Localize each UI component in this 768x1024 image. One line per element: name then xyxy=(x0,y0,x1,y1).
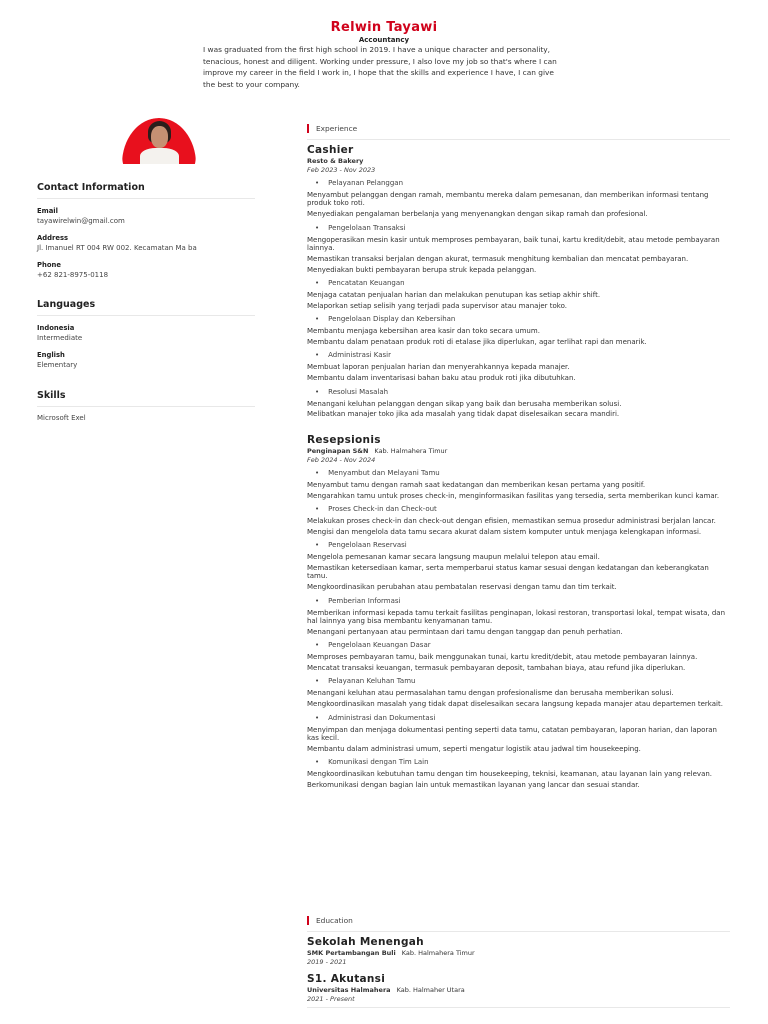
duty-description: Menangani keluhan pelanggan dengan sikap yang baik dan berusaha memberikan solusi. xyxy=(307,399,622,408)
duty-bullet: • Pelayanan Pelanggan xyxy=(315,179,730,188)
duty-description: Menangani keluhan atau permasalahan tamu dengan profesionalisme dan berusaha memberikan solusi. xyxy=(307,689,674,698)
candidate-name: Relwin Tayawi xyxy=(330,20,438,35)
education-section xyxy=(307,916,730,1008)
duty-description: Memproses pembayaran tamu, baik menggunakan tunai, kartu kredit/debit, atau metode pembayaran lainnya. xyxy=(307,653,698,662)
accent-bar xyxy=(307,124,309,133)
job-date: Feb 2024 - Nov 2024 xyxy=(307,455,376,464)
skill-item: Microsoft Exel xyxy=(37,414,86,422)
duty-bullet: • Administrasi Kasir xyxy=(315,351,730,360)
job-entry xyxy=(307,434,730,790)
accent-bar xyxy=(307,916,309,925)
language-name: Indonesia xyxy=(37,324,75,332)
divider xyxy=(307,1007,730,1008)
duty-description: Mengkoordinasikan masalah yang tidak dapat diselesaikan secara langsung kepada manajer atau departemen terkait. xyxy=(307,700,723,709)
job-company-line xyxy=(307,447,730,455)
duty-description: Mengelola pemesanan kamar secara langsung maupun melalui telepon atau email. xyxy=(307,553,600,562)
experience-heading xyxy=(307,124,730,140)
education-school-line xyxy=(307,986,730,994)
sidebar xyxy=(37,118,255,423)
contact-title: Contact Information xyxy=(37,182,255,199)
duty-bullet: • Resolusi Masalah xyxy=(315,388,730,397)
skills-title: Skills xyxy=(37,390,255,407)
duty-bullet: • Pengelolaan Transaksi xyxy=(315,224,730,233)
duty-description: Memberikan informasi kepada tamu terkait fasilitas penginapan, lokasi restoran, transportasi lokal, tempat wisata, dan hal lainnya yang bisa membantu kenyamanan tamu. xyxy=(307,608,726,626)
language-level: Intermediate xyxy=(37,334,83,342)
job-location: Kab. Halmahera Timur xyxy=(374,446,448,455)
job-title: Cashier xyxy=(307,144,354,156)
duty-description: Mengkoordinasikan kebutuhan tamu dengan tim housekeeping, teknisi, keamanan, atau layanan lain yang relevan. xyxy=(307,770,713,779)
languages-section xyxy=(37,299,255,370)
language-level: Elementary xyxy=(37,361,78,369)
language-name: English xyxy=(37,351,65,359)
education-title: Sekolah Menengah xyxy=(307,936,424,948)
duty-bullet: • Menyambut dan Melayani Tamu xyxy=(315,469,730,478)
duty-description: Mengisi dan mengelola data tamu secara akurat dalam sistem komputer untuk menjaga kelengkapan informasi. xyxy=(307,527,702,536)
education-location: Kab. Halmahera Timur xyxy=(401,949,475,957)
education-list xyxy=(307,936,730,1003)
duty-description: Membantu dalam penataan produk roti di etalase jika diperlukan, agar terlihat rapi dan menarik. xyxy=(307,338,647,347)
duty-bullet: • Administrasi dan Dokumentasi xyxy=(315,714,730,723)
education-school-line xyxy=(307,949,730,957)
duty-description: Membantu menjaga kebersihan area kasir dan toko secara umum. xyxy=(307,327,540,336)
duty-description: Berkomunikasi dengan bagian lain untuk memastikan layanan yang lancar dan sesuai standar. xyxy=(307,781,640,790)
duty-description: Melaporkan setiap selisih yang terjadi pada supervisor atau manajer toko. xyxy=(307,301,567,310)
address-value: Jl. Imanuel RT 004 RW 002. Kecamatan Ma ba xyxy=(37,244,197,252)
experience-section xyxy=(307,124,730,792)
duty-description: Mengarahkan tamu untuk proses check-in, menginformasikan fasilitas yang tersedia, serta memberikan kunci kamar. xyxy=(307,491,720,500)
duty-description: Melibatkan manajer toko jika ada masalah yang tidak dapat diselesaikan secara mandiri. xyxy=(307,410,620,419)
duty-description: Memastikan ketersediaan kamar, serta memperbarui status kamar sesuai dengan kedatangan dan keberangkatan tamu. xyxy=(307,564,709,581)
duty-bullet: • Pemberian Informasi xyxy=(315,597,730,606)
duty-description: Menyambut tamu dengan ramah saat kedatangan dan memberikan kesan pertama yang positif. xyxy=(307,480,646,489)
duty-description: Menangani pertanyaan atau permintaan dari tamu dengan tanggap dan penuh perhatian. xyxy=(307,627,623,636)
duty-bullet: • Pengelolaan Display dan Kebersihan xyxy=(315,315,730,324)
jobs-list xyxy=(307,144,730,789)
profile-summary: I was graduated from the first high school in 2019. I have a unique character and personality, tenacious, honest and diligent. Working under pressure, I also love my job so that's where I can improve my career in the field I work in, I hope that the skills and experience I have, I can give the best to your company. xyxy=(203,45,557,89)
email-value: tayawirelwin@gmail.com xyxy=(37,217,125,225)
duty-bullet: • Komunikasi dengan Tim Lain xyxy=(315,758,730,767)
education-heading xyxy=(307,916,730,932)
education-title: S1. Akutansi xyxy=(307,973,386,985)
avatar xyxy=(122,118,196,164)
contact-section xyxy=(37,182,255,280)
duty-description: Mengkoordinasikan perubahan atau pembatalan reservasi dengan tamu dan tim terkait. xyxy=(307,583,617,592)
job-date: Feb 2023 - Nov 2023 xyxy=(307,166,376,174)
education-label: Education xyxy=(316,916,353,925)
phone-label: Phone xyxy=(37,261,61,269)
duty-description: Menyimpan dan menjaga dokumentasi penting seperti data tamu, catatan pembayaran, laporan harian, dan laporan kas kecil. xyxy=(307,725,717,743)
education-date: 2019 - 2021 xyxy=(307,958,347,966)
experience-label: Experience xyxy=(316,124,358,133)
duty-description: Memastikan transaksi berjalan dengan akurat, termasuk menghitung kembalian dan mencatat pembayaran. xyxy=(307,254,689,263)
duty-description: Mencatat transaksi keuangan, termasuk pembayaran deposit, tambahan biaya, atau refund jika diperlukan. xyxy=(307,664,686,673)
duty-bullet: • Pelayanan Keluhan Tamu xyxy=(315,677,730,686)
languages-title: Languages xyxy=(37,299,255,316)
job-company: Penginapan S&N xyxy=(307,446,369,455)
duty-bullet: • Pengelolaan Reservasi xyxy=(315,541,730,550)
education-school: Universitas Halmahera xyxy=(307,986,391,994)
duty-description: Mengoperasikan mesin kasir untuk memproses pembayaran, baik tunai, kartu kredit/debit, atau metode pembayaran lainnya. xyxy=(307,235,720,253)
job-entry xyxy=(307,144,730,419)
duty-bullet: • Pengelolaan Keuangan Dasar xyxy=(315,641,730,650)
address-label: Address xyxy=(37,234,69,242)
phone-value: +62 821-8975-0118 xyxy=(37,271,109,279)
duty-bullet: • Proses Check-in dan Check-out xyxy=(315,505,730,514)
job-company-line xyxy=(307,157,730,165)
candidate-role: Accountancy xyxy=(358,36,410,44)
education-entry xyxy=(307,973,730,1003)
resume-header xyxy=(0,20,768,44)
duty-description: Membantu dalam administrasi umum, seperti mengatur logistik atau jadwal tim housekeeping. xyxy=(307,744,641,753)
duty-description: Menjaga catatan penjualan harian dan melakukan penutupan kas setiap akhir shift. xyxy=(307,291,601,300)
education-location: Kab. Halmaher Utara xyxy=(396,986,465,994)
skills-section xyxy=(37,390,255,423)
education-school: SMK Pertambangan Buli xyxy=(307,949,396,957)
duty-description: Membantu dalam inventarisasi bahan baku atau produk roti jika dibutuhkan. xyxy=(307,374,576,383)
duty-description: Menyambut pelanggan dengan ramah, membantu mereka dalam pemesanan, dan memberikan informasi tentang produk toko roti. xyxy=(307,191,709,208)
duty-description: Menyediakan pengalaman berbelanja yang menyenangkan dengan sikap ramah dan profesional. xyxy=(307,210,648,219)
job-title: Resepsionis xyxy=(307,433,381,446)
education-entry xyxy=(307,936,730,966)
job-company: Resto & Bakery xyxy=(307,157,364,165)
education-date: 2021 - Present xyxy=(307,995,355,1003)
duty-bullet: • Pencatatan Keuangan xyxy=(315,279,730,288)
email-label: Email xyxy=(37,207,58,215)
duty-description: Melakukan proses check-in dan check-out dengan efisien, memastikan semua prosedur administrasi berjalan lancar. xyxy=(307,517,716,526)
duty-description: Menyediakan bukti pembayaran berupa struk kepada pelanggan. xyxy=(307,265,537,274)
duty-description: Membuat laporan penjualan harian dan menyerahkannya kepada manajer. xyxy=(307,363,570,372)
